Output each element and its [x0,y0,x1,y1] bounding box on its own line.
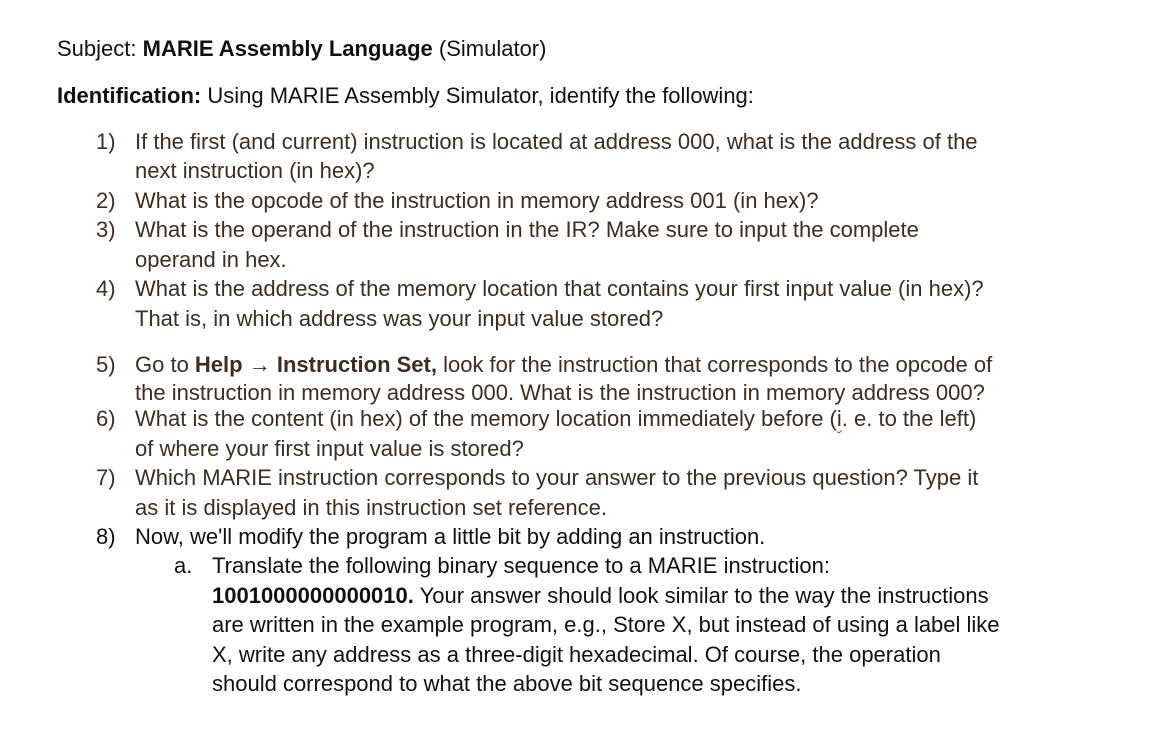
sub-question-a-line-2 [212,583,989,609]
instruction-set-reference: Instruction Set, [276,352,437,377]
question-8-line-1: Now, we'll modify the program a little bit by adding an instruction. [135,524,766,549]
question-7-line-1: Which MARIE instruction corresponds to your answer to the previous question? Type it [135,465,979,490]
question-4-number: 4) [96,276,116,301]
help-menu-reference: Help [194,352,243,377]
question-6-line-2: of where your first input value is stored? [135,436,524,461]
question-1-number: 1) [96,129,116,154]
question-6-number: 6) [96,406,116,431]
identification-line [57,83,754,109]
question-1-line-2: next instruction (in hex)? [135,158,375,183]
identification-label: Identification: [57,83,202,108]
question-5-number: 5) [96,352,116,377]
sub-question-a-line-1: Translate the following binary sequence to a MARIE instruction: [212,553,830,578]
question-5-pre: Go to [135,352,195,377]
sub-question-a-line-4: X, write any address as a three-digit hexadecimal. Of course, the operation [212,642,941,667]
identification-text: Using MARIE Assembly Simulator, identify the following: [207,83,754,108]
question-6-post: . e. to the left) [841,406,977,431]
question-5-line-2: the instruction in memory address 000. What is the instruction in memory address 000? [135,380,985,405]
arrow-glyph: → [242,352,277,377]
question-3-line-2: operand in hex. [135,247,287,272]
question-4-line-1: What is the address of the memory location that contains your first input value (in hex)? [135,276,984,301]
sub-question-a-letter: a. [174,553,193,578]
binary-sequence: 1001000000000010. [212,583,414,608]
subject-line [57,36,546,62]
subject-suffix: (Simulator) [438,36,547,61]
subject-label: Subject: [57,36,137,61]
question-4-line-2: That is, in which address was your input value stored? [135,306,664,331]
spellcheck-flag: i [836,406,842,431]
sub-question-a-line-2-rest: Your answer should look similar to the way the instructions [413,583,989,608]
question-2-line-1: What is the opcode of the instruction in memory address 001 (in hex)? [135,188,819,213]
question-7-line-2: as it is displayed in this instruction set reference. [135,495,608,520]
question-5-post: look for the instruction that corresponds to the opcode of [436,352,993,377]
question-8-number: 8) [96,524,116,549]
question-3-line-1: What is the operand of the instruction in the IR? Make sure to input the complete [135,217,919,242]
question-7-number: 7) [96,465,116,490]
question-1-line-1: If the first (and current) instruction is located at address 000, what is the address of the [135,129,978,154]
subject-title: MARIE Assembly Language [142,36,433,61]
question-6-line-1 [135,406,976,432]
sub-question-a-line-5: should correspond to what the above bit sequence specifies. [212,671,802,696]
sub-question-a-line-3: are written in the example program, e.g., Store X, but instead of using a label like [212,612,1000,637]
question-2-number: 2) [96,188,116,213]
question-6-pre: What is the content (in hex) of the memory location immediately before ( [135,406,837,431]
question-3-number: 3) [96,217,116,242]
question-5-line-1 [135,352,992,378]
